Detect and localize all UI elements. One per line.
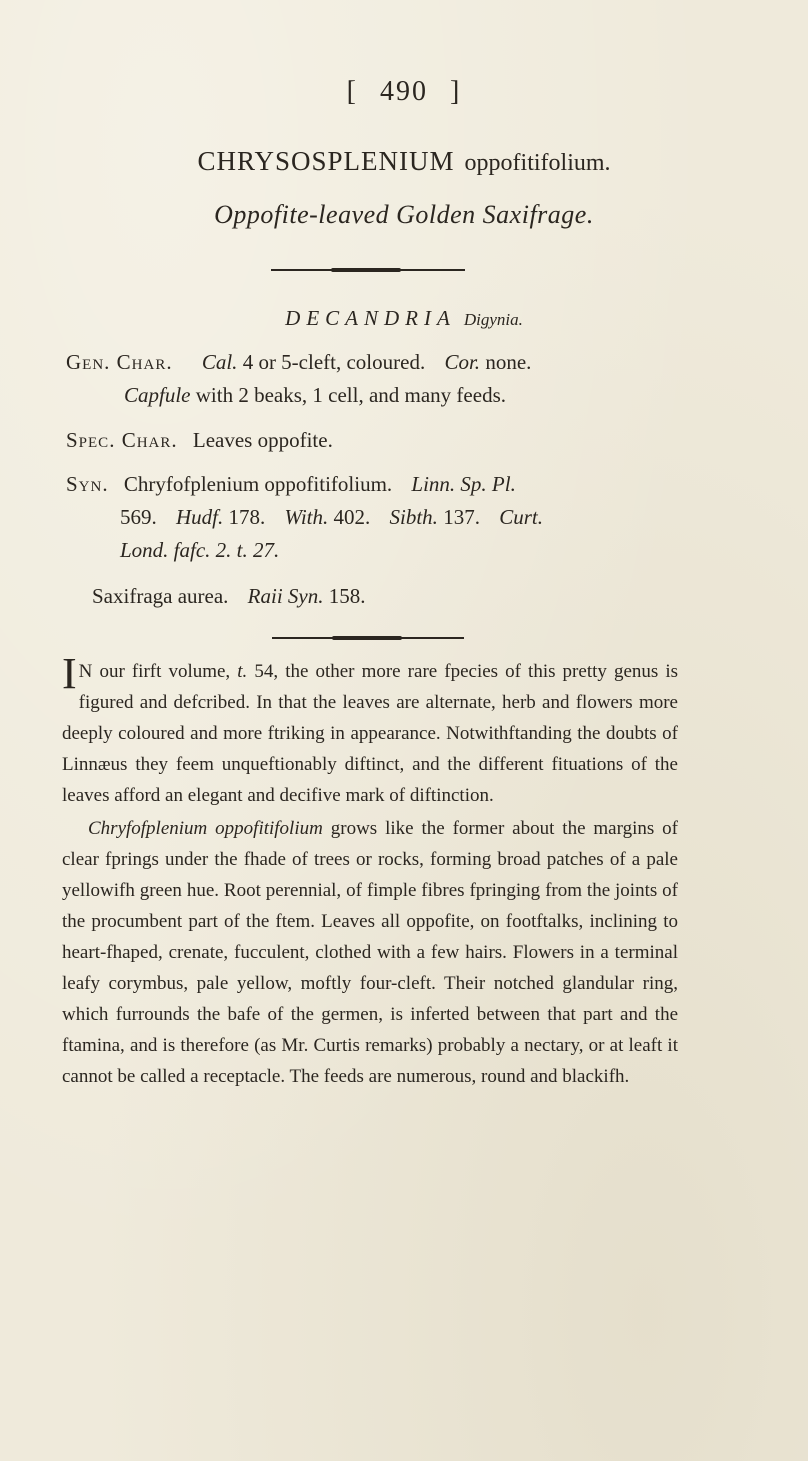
divider-rule-top <box>271 269 465 271</box>
syn-ref-lond: Lond. fafc. <box>120 538 211 562</box>
english-title: Oppofite-leaved Golden Saxifrage. <box>214 200 594 229</box>
syn-ref-hudf: Hudf. <box>176 505 224 529</box>
paragraph-1-rest: 54, the other more rare fpecies of this pretty genus is figured and defcribed. In that the leaves are alternate, herb and flowers more deeply coloured and more ftriking in appearance. Notwithftanding the doubts of Linnæus they feem unqueftionably diftinct, and the different fituations of the leaves afford an elegant and decifive mark of diftinction. <box>62 661 679 806</box>
class-name: DECANDRIA <box>285 306 456 330</box>
spec-char-label: Spec. Char. <box>66 428 178 452</box>
cal-label: Cal. <box>201 350 238 374</box>
paragraph-2-species: Chryfofplenium oppofitifolium <box>88 818 323 839</box>
paragraph-2-rest: grows like the former about the margins of clear fprings under the fhade of trees or rocks, forming broad patches of a pale yellowifh green hue. Root perennial, of fimple fibres fpringing from the joints of the procumbent part of the ftem. Leaves all oppofite, on footftalks, inclining to heart-fhaped, crenate, fucculent, clothed with a few hairs. Flowers in a terminal leafy corymbus, pale yellow, moftly four-cleft. Their notched glandular ring, which furrounds the bafe of the germen, is inferted between that part and the ftamina, and is therefore (as Mr. Curtis remarks) probably a nectary, or at leaft it cannot be called a receptacle. The feeds are numerous, round and blackifh. <box>62 818 678 1087</box>
page-number-value: 490 <box>380 76 428 107</box>
syn2-ref-page: 158. <box>328 584 366 608</box>
synonymy <box>66 468 686 567</box>
page-number <box>0 76 808 108</box>
syn2-name: Saxifraga aurea. <box>92 584 229 608</box>
syn-ref-curt: Curt. <box>499 505 543 529</box>
synonymy-second <box>92 580 712 613</box>
cor-label: Cor. <box>444 350 481 374</box>
cal-text: 4 or 5-cleft, coloured. <box>242 350 426 374</box>
syn-ref-sibth: Sibth. <box>389 505 438 529</box>
syn-label: Syn. <box>66 472 109 496</box>
order-name: Digynia. <box>463 310 523 329</box>
linnaean-classification <box>0 306 808 331</box>
syn-ref-linn-page: 569. <box>120 505 157 529</box>
species-name: oppofitifolium. <box>464 150 611 176</box>
capsule-label: Capfule <box>124 383 191 407</box>
genus-name: CHRYSOSPLENIUM <box>197 146 455 176</box>
generic-character <box>66 346 686 412</box>
paragraph-1 <box>62 649 679 811</box>
syn-ref-with: With. <box>284 505 329 529</box>
syn-ref-lond-page: 2. t. 27. <box>215 538 280 562</box>
page-number-close-bracket: ] <box>450 76 462 107</box>
drop-cap: I <box>62 649 77 698</box>
syn-ref-hudf-page: 178. <box>228 505 266 529</box>
gen-char-label: Gen. Char. <box>66 350 173 374</box>
specific-character <box>66 424 686 457</box>
syn2-ref: Raii Syn. <box>247 584 324 608</box>
divider-rule-middle <box>272 637 464 639</box>
description-text <box>62 649 679 1092</box>
paragraph-1-t: t. <box>237 661 248 682</box>
page-number-open-bracket: [ <box>346 76 358 107</box>
capsule-text: with 2 beaks, 1 cell, and many feeds. <box>195 383 506 407</box>
cor-text: none. <box>485 350 532 374</box>
paragraph-2 <box>62 813 678 1092</box>
spec-text: Leaves oppofite. <box>192 428 333 452</box>
syn-ref-sibth-page: 137. <box>443 505 480 529</box>
syn-name: Chryfofplenium oppofitifolium. <box>123 472 393 496</box>
paragraph-1-start: N our firft volume, <box>78 661 231 682</box>
syn-ref-linn: Linn. Sp. Pl. <box>411 472 516 496</box>
syn-ref-with-page: 402. <box>333 505 371 529</box>
latin-title <box>0 146 808 177</box>
